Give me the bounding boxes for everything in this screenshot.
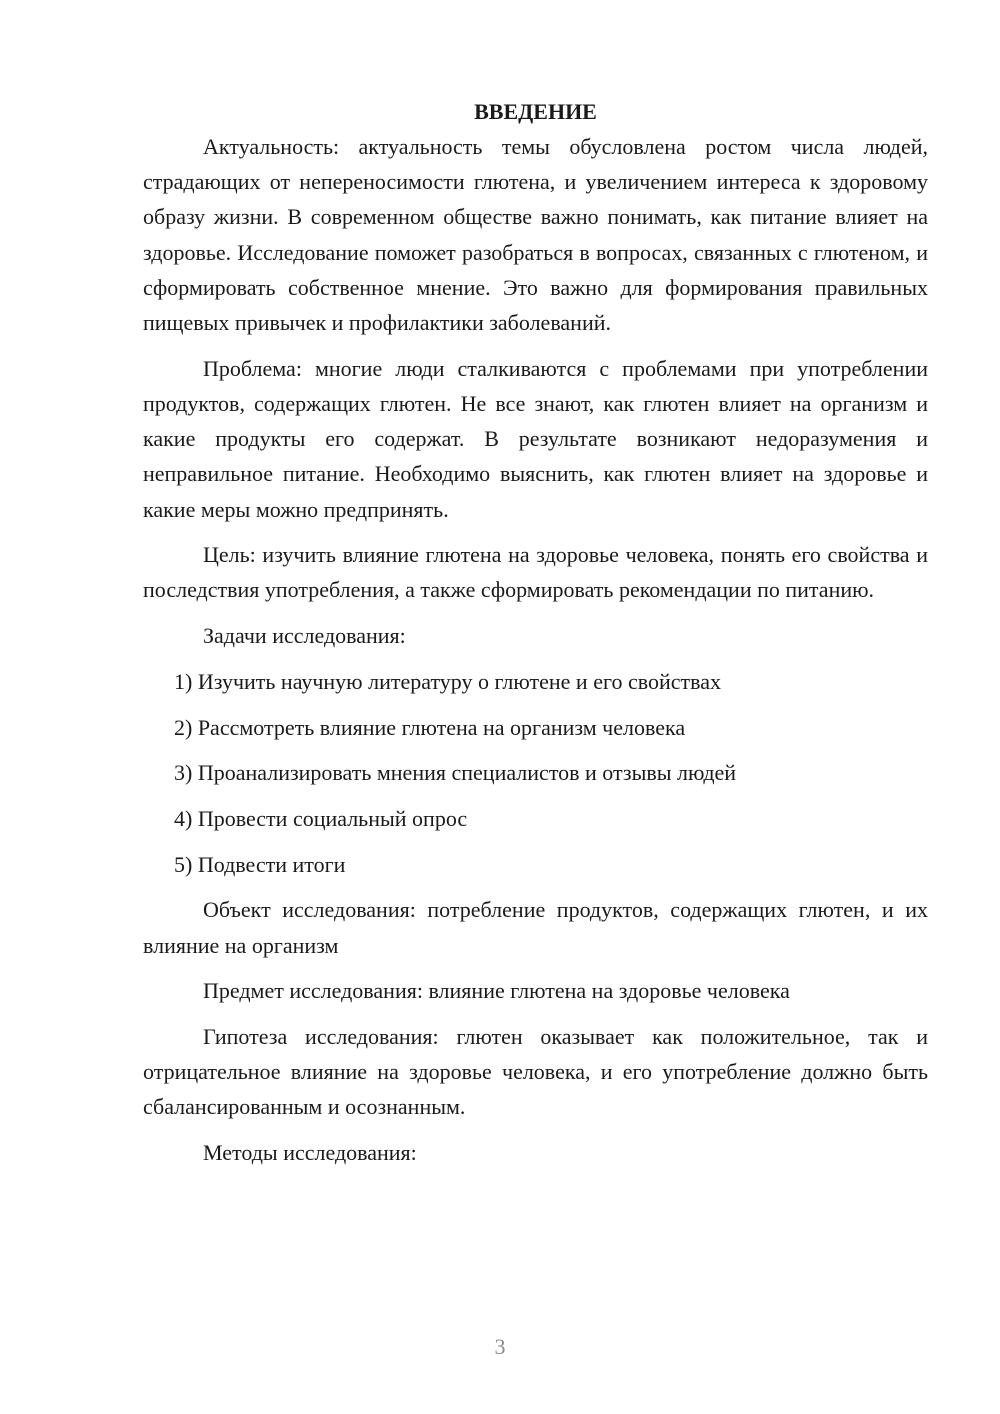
paragraph-object: Объект исследования: потребление продуктов, содержащих глютен, и их влияние на организм — [143, 897, 928, 958]
list-item: 5) Подвести итоги — [174, 851, 346, 877]
page-content — [143, 94, 928, 1170]
tasks-list — [143, 664, 928, 882]
list-item: 2) Рассмотреть влияние глютена на организм человека — [174, 714, 686, 740]
paragraph-problem: Проблема: многие люди сталкиваются с проблемами при употреблении продуктов, содержащих глютен. Не все знают, как глютен влияет на организм и какие продукты его содержат. В результате возникают недоразумения и неправильное питание. Необходимо выяснить, как глютен влияет на здоровье и какие меры можно предпринять. — [143, 355, 928, 522]
paragraph-subject: Предмет исследования: влияние глютена на здоровье человека — [203, 978, 790, 1004]
methods-heading: Методы исследования: — [203, 1140, 417, 1166]
page-number: 3 — [494, 1334, 506, 1359]
tasks-heading: Задачи исследования: — [203, 623, 406, 649]
paragraph-hypothesis: Гипотеза исследования: глютен оказывает как положительное, так и отрицательное влияние на здоровье человека, и его употребление должно быть сбалансированным и осознанным. — [143, 1023, 928, 1120]
section-title: ВВЕДЕНИЕ — [474, 99, 597, 124]
list-item: 3) Проанализировать мнения специалистов и отзывы людей — [174, 760, 737, 786]
list-item: 4) Провести социальный опрос — [174, 805, 468, 831]
paragraph-goal: Цель: изучить влияние глютена на здоровье человека, понять его свойства и последствия употребления, а также сформировать рекомендации по питанию. — [143, 542, 928, 603]
paragraph-relevance: Актуальность: актуальность темы обусловлена ростом числа людей, страдающих от непереносимости глютена, и увеличением интереса к здоровому образу жизни. В современном обществе важно понимать, как питание влияет на здоровье. Исследование поможет разобраться в вопросах, связанных с глютеном, и сформировать собственное мнение. Это важно для формирования правильных пищевых привычек и профилактики заболеваний. — [143, 134, 928, 336]
list-item: 1) Изучить научную литературу о глютене и его свойствах — [174, 668, 721, 694]
